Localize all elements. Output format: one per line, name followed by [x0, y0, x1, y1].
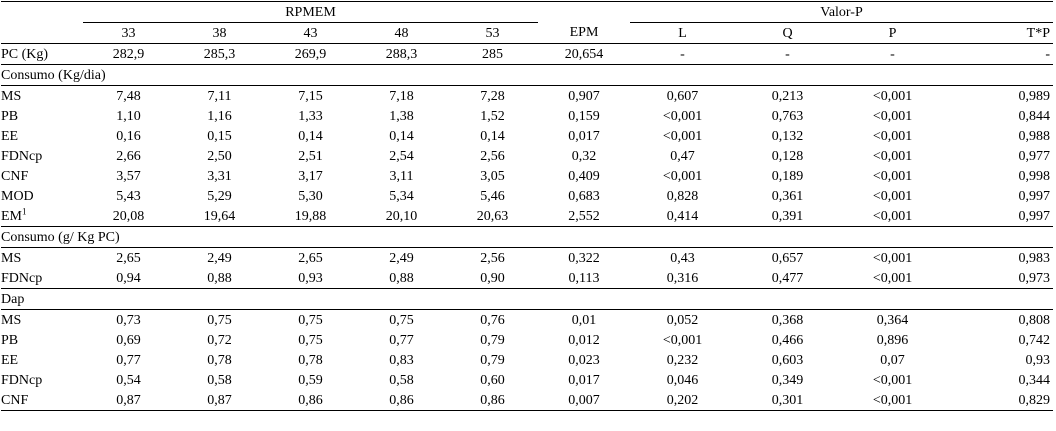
row-label-text: FDNcp [1, 148, 43, 164]
value-cell: 0,607 [666, 88, 699, 104]
value-cell: 285 [482, 46, 503, 62]
value-cell: 0,77 [116, 352, 141, 368]
row-label-text: MS [1, 312, 22, 328]
results-table [1, 1, 1053, 411]
col-header-pvalue: L [630, 23, 735, 44]
row-label [1, 310, 83, 331]
value-cell: 3,05 [480, 168, 505, 184]
value-cell: 0,657 [771, 250, 804, 266]
row-label [1, 206, 83, 227]
table-row [1, 44, 1053, 65]
col-header-rpmem: 53 [447, 23, 538, 44]
value-cell: - [680, 46, 685, 62]
row-label-text: FDNcp [1, 270, 43, 286]
value-cell: 2,56 [480, 148, 505, 164]
value-cell: 0,69 [116, 332, 141, 348]
value-cell: 0,477 [771, 270, 804, 286]
value-cell: 0,32 [571, 148, 597, 164]
row-label [1, 350, 83, 370]
row-label-text: MOD [1, 188, 34, 204]
value-cell: 0,017 [568, 372, 600, 388]
col-header-rpmem: 43 [265, 23, 356, 44]
section-header-row [1, 65, 1053, 86]
value-cell: 19,64 [203, 208, 236, 224]
value-cell: 0,128 [771, 148, 804, 164]
header-columns-row [1, 23, 1053, 44]
value-cell: 0,808 [1018, 312, 1051, 328]
col-header-pvalue: T*P [945, 23, 1053, 44]
value-cell: 0,322 [568, 250, 600, 266]
value-cell: 0,742 [1018, 332, 1051, 348]
value-cell: 0,023 [568, 352, 600, 368]
value-cell: 0,989 [1018, 88, 1051, 104]
value-cell: 0,14 [298, 128, 323, 144]
value-cell: 0,59 [298, 372, 323, 388]
value-cell: 0,189 [771, 168, 804, 184]
value-cell: <0,001 [872, 168, 913, 184]
value-cell: <0,001 [872, 270, 913, 286]
value-cell: 2,65 [298, 250, 323, 266]
table-row [1, 166, 1053, 186]
value-cell: <0,001 [872, 188, 913, 204]
value-cell: 0,16 [116, 128, 141, 144]
value-cell: <0,001 [872, 372, 913, 388]
section-title: Consumo (Kg/dia) [1, 65, 1053, 86]
value-cell: 269,9 [294, 46, 327, 62]
value-cell: 7,48 [116, 88, 141, 104]
row-label [1, 86, 83, 107]
value-cell: 0,466 [771, 332, 804, 348]
row-label-text: EE [1, 128, 19, 144]
value-cell: 5,29 [207, 188, 232, 204]
value-cell: 2,66 [116, 148, 141, 164]
value-cell: 0,997 [1018, 208, 1051, 224]
section-title: Consumo (g/ Kg PC) [1, 227, 1053, 248]
table-row [1, 350, 1053, 370]
row-label-text: EE [1, 352, 19, 368]
value-cell: <0,001 [662, 168, 703, 184]
value-cell: 0,159 [568, 108, 600, 124]
value-cell: <0,001 [840, 390, 945, 411]
section-header-row [1, 227, 1053, 248]
value-cell: 0,86 [356, 390, 447, 411]
value-cell: 0,683 [568, 188, 600, 204]
value-cell: 0,01 [571, 312, 597, 328]
value-cell: 7,18 [389, 88, 414, 104]
value-cell: 0,54 [116, 372, 141, 388]
value-cell: 0,603 [771, 352, 804, 368]
value-cell: 0,052 [666, 312, 699, 328]
header-group-row [1, 2, 1053, 23]
value-cell: 0,977 [1018, 148, 1051, 164]
value-cell: 0,90 [480, 270, 505, 286]
table-row [1, 106, 1053, 126]
value-cell: 0,94 [116, 270, 141, 286]
value-cell: 0,316 [666, 270, 699, 286]
value-cell: - [1045, 46, 1051, 62]
rpmem-group-header: RPMEM [83, 2, 538, 23]
value-cell: 5,34 [389, 188, 414, 204]
value-cell: 0,75 [298, 312, 323, 328]
value-cell: <0,001 [662, 128, 703, 144]
value-cell: 2,56 [480, 250, 505, 266]
value-cell: 1,16 [207, 108, 232, 124]
value-cell: 0,301 [735, 390, 840, 411]
col-header-rpmem: 38 [174, 23, 265, 44]
value-cell: 0,87 [83, 390, 174, 411]
value-cell: 0,58 [207, 372, 232, 388]
section-header-row [1, 289, 1053, 310]
row-label [1, 268, 83, 289]
value-cell: 0,391 [771, 208, 804, 224]
value-cell: 0,007 [538, 390, 630, 411]
col-header-epm: EPM [538, 23, 630, 44]
value-cell: 288,3 [385, 46, 418, 62]
row-label [1, 330, 83, 350]
value-cell: 0,75 [389, 312, 414, 328]
value-cell: 20,654 [564, 46, 604, 62]
value-cell: 0,368 [771, 312, 804, 328]
value-cell: 0,907 [568, 88, 600, 104]
value-cell: 0,79 [480, 332, 505, 348]
row-label-text: CNF [1, 392, 29, 408]
value-cell: 0,763 [771, 108, 804, 124]
value-cell: 19,88 [294, 208, 327, 224]
value-cell: 0,88 [389, 270, 414, 286]
value-cell: 0,72 [207, 332, 232, 348]
value-cell: 3,57 [116, 168, 141, 184]
value-cell: 2,552 [568, 208, 600, 224]
row-label [1, 146, 83, 166]
value-cell: 1,38 [389, 108, 414, 124]
value-cell: <0,001 [872, 128, 913, 144]
value-cell: <0,001 [872, 148, 913, 164]
row-label [1, 186, 83, 206]
col-header-pvalue: Q [735, 23, 840, 44]
value-cell: 0,349 [771, 372, 804, 388]
value-cell: 0,86 [447, 390, 538, 411]
value-cell: 0,86 [265, 390, 356, 411]
row-label [1, 248, 83, 269]
value-cell: 5,46 [480, 188, 505, 204]
value-cell: 0,14 [480, 128, 505, 144]
value-cell: 0,78 [207, 352, 232, 368]
value-cell: 285,3 [203, 46, 236, 62]
value-cell: 0,58 [389, 372, 414, 388]
value-cell: 5,43 [116, 188, 141, 204]
value-cell: 3,17 [298, 168, 323, 184]
value-cell: - [890, 46, 895, 62]
value-cell: 0,07 [880, 352, 905, 368]
table-row [1, 86, 1053, 107]
row-label-text: PC (Kg) [1, 46, 49, 62]
value-cell: 1,52 [480, 108, 505, 124]
value-cell: 20,63 [476, 208, 509, 224]
value-cell: 3,11 [389, 168, 414, 184]
value-cell: 1,10 [116, 108, 141, 124]
row-label-text: MS [1, 88, 22, 104]
value-cell: 0,47 [670, 148, 695, 164]
table-row [1, 310, 1053, 331]
value-cell: 0,973 [1018, 270, 1051, 286]
value-cell: 0,76 [480, 312, 505, 328]
row-label [1, 106, 83, 126]
value-cell: 2,49 [389, 250, 414, 266]
value-cell: 0,75 [207, 312, 232, 328]
value-cell: 0,829 [945, 390, 1053, 411]
value-cell: 0,213 [771, 88, 804, 104]
section-title: Dap [1, 289, 1053, 310]
value-cell: 20,08 [112, 208, 145, 224]
value-cell: 3,31 [207, 168, 232, 184]
value-cell: 0,046 [666, 372, 699, 388]
table-row [1, 186, 1053, 206]
value-cell: 0,60 [480, 372, 505, 388]
table-row [1, 268, 1053, 289]
value-cell: 0,364 [876, 312, 909, 328]
value-cell: 7,11 [207, 88, 232, 104]
value-cell: 0,012 [568, 332, 600, 348]
value-cell: 0,232 [666, 352, 699, 368]
value-cell: 282,9 [112, 46, 145, 62]
value-cell: 0,77 [389, 332, 414, 348]
value-cell: 1,33 [298, 108, 323, 124]
row-label-text: EM [1, 208, 22, 224]
value-cell: 0,017 [568, 128, 600, 144]
value-cell: 0,202 [630, 390, 735, 411]
value-cell: 0,132 [771, 128, 804, 144]
value-cell: 2,51 [298, 148, 323, 164]
row-label [1, 126, 83, 146]
value-cell: <0,001 [872, 88, 913, 104]
value-cell: 20,10 [385, 208, 418, 224]
value-cell: 0,361 [771, 188, 804, 204]
value-cell: 2,50 [207, 148, 232, 164]
value-cell: 0,75 [298, 332, 323, 348]
value-cell: 0,88 [207, 270, 232, 286]
value-cell: 0,998 [1018, 168, 1051, 184]
value-cell: 5,30 [298, 188, 323, 204]
value-cell: 0,14 [389, 128, 414, 144]
value-cell: 0,93 [1025, 352, 1051, 368]
table-row [1, 146, 1053, 166]
row-label-text: PB [1, 108, 19, 124]
value-cell: 0,997 [1018, 188, 1051, 204]
row-label [1, 44, 83, 65]
table-row [1, 248, 1053, 269]
row-label-text: FDNcp [1, 372, 43, 388]
value-cell: <0,001 [872, 108, 913, 124]
value-cell: 0,93 [298, 270, 323, 286]
value-cell: 7,28 [480, 88, 505, 104]
value-cell: 2,65 [116, 250, 141, 266]
value-cell: 0,73 [116, 312, 141, 328]
row-label-text: PB [1, 332, 19, 348]
value-cell: <0,001 [872, 250, 913, 266]
value-cell: 0,83 [389, 352, 414, 368]
value-cell: - [785, 46, 790, 62]
value-cell: 0,409 [568, 168, 600, 184]
col-header-rpmem: 33 [83, 23, 174, 44]
value-cell: 0,844 [1018, 108, 1051, 124]
footnote-marker: 1 [22, 205, 27, 216]
col-header-rpmem: 48 [356, 23, 447, 44]
table-row [1, 330, 1053, 350]
value-cell: 0,344 [1018, 372, 1051, 388]
value-cell: 2,49 [207, 250, 232, 266]
pvalue-group-header: Valor-P [630, 2, 1053, 23]
value-cell: 0,113 [568, 270, 600, 286]
table-body [1, 2, 1053, 411]
col-header-pvalue: P [840, 23, 945, 44]
value-cell: 0,43 [670, 250, 695, 266]
value-cell: 0,988 [1018, 128, 1051, 144]
row-label-text: CNF [1, 168, 29, 184]
value-cell: 0,983 [1018, 250, 1051, 266]
row-label [1, 370, 83, 390]
row-label [1, 390, 83, 411]
value-cell: 0,828 [666, 188, 699, 204]
table-row [1, 390, 1053, 411]
value-cell: 0,79 [480, 352, 505, 368]
table-row [1, 206, 1053, 227]
table-row [1, 370, 1053, 390]
table-row [1, 126, 1053, 146]
row-label-text: MS [1, 250, 22, 266]
row-label [1, 166, 83, 186]
value-cell: 2,54 [389, 148, 414, 164]
value-cell: <0,001 [662, 332, 703, 348]
value-cell: <0,001 [662, 108, 703, 124]
value-cell: <0,001 [872, 208, 913, 224]
value-cell: 0,78 [298, 352, 323, 368]
value-cell: 7,15 [298, 88, 323, 104]
value-cell: 0,15 [207, 128, 232, 144]
value-cell: 0,414 [666, 208, 699, 224]
value-cell: 0,87 [174, 390, 265, 411]
value-cell: 0,896 [876, 332, 909, 348]
